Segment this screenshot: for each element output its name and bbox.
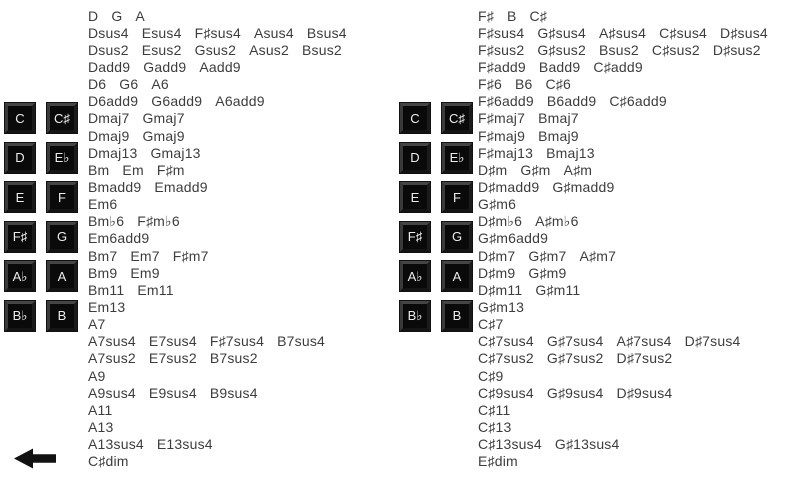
chord-label: D♯7sus2 [616, 350, 673, 367]
chord-label: D [88, 7, 99, 24]
note-button-a-flat[interactable]: A♭ [400, 261, 430, 291]
chord-line [478, 453, 768, 470]
chord-line [88, 230, 347, 247]
chord-label: Bsus2 [302, 41, 342, 58]
chord-label: D♯madd9 [478, 178, 540, 195]
chord-label: A [135, 7, 145, 24]
chord-line [88, 213, 347, 230]
chord-line [478, 298, 768, 315]
chord-label: Bmaj9 [538, 127, 579, 144]
chord-label: Dmaj9 [88, 127, 130, 144]
chord-line [88, 41, 347, 58]
chord-label: Bm [88, 161, 110, 178]
chord-label: A9sus4 [88, 384, 136, 401]
chord-label: Em11 [137, 281, 174, 298]
note-button-b[interactable]: B [442, 301, 472, 331]
note-button-d[interactable]: D [400, 143, 430, 173]
chord-line [88, 196, 347, 213]
chord-label: F♯sus4 [194, 24, 241, 41]
chord-line [478, 196, 768, 213]
chord-line [478, 367, 768, 384]
chord-line [88, 110, 347, 127]
chord-label: Emadd9 [154, 178, 208, 195]
chord-label: Em7 [130, 247, 160, 264]
chord-label: Gadd9 [143, 58, 187, 75]
chord-label: C♯sus2 [651, 41, 700, 58]
chord-line [478, 110, 768, 127]
chord-label: F♯6add9 [478, 93, 534, 110]
chord-label: Dmaj13 [88, 144, 138, 161]
chord-label: G♯m6 [478, 196, 517, 213]
chord-label: Esus4 [141, 24, 182, 41]
chord-label: A♯sus4 [599, 24, 647, 41]
chord-label: Dadd9 [88, 58, 131, 75]
note-button-c[interactable]: C [400, 103, 430, 133]
chord-line [88, 178, 347, 195]
chord-line [88, 453, 347, 470]
chord-label: B [506, 7, 517, 24]
chord-label: Bmadd9 [88, 178, 142, 195]
chord-label: E7sus4 [148, 333, 197, 350]
chord-label: Em6 [88, 196, 118, 213]
note-button-e[interactable]: E [400, 182, 430, 212]
chord-label: C♯6add9 [609, 93, 667, 110]
chord-label: F♯m♭6 [137, 212, 180, 229]
chord-line [88, 281, 347, 298]
chord-line [88, 418, 347, 435]
chord-label: Dsus4 [88, 24, 129, 41]
chord-label: A7sus4 [88, 333, 136, 350]
chord-line [478, 144, 768, 161]
chord-label: D6 [88, 76, 107, 93]
note-button-d[interactable]: D [5, 143, 35, 173]
chord-label: D♯m♭6 [478, 212, 523, 229]
chord-label: F♯m7 [172, 247, 209, 264]
chord-label: F♯m [156, 161, 185, 178]
chord-label: F♯7sus4 [209, 333, 265, 350]
chord-label: Badd9 [538, 58, 581, 75]
note-button-e[interactable]: E [5, 182, 35, 212]
chord-list-right [478, 7, 768, 470]
chord-line [478, 264, 768, 281]
chord-label: G♯m7 [528, 247, 567, 264]
chord-line [88, 161, 347, 178]
chord-label: Em9 [130, 264, 160, 281]
chord-line [478, 350, 768, 367]
chord-line [88, 384, 347, 401]
chord-label: D♯m [478, 161, 508, 178]
chord-label: B7sus4 [277, 333, 326, 350]
chord-label: C♯6 [545, 76, 571, 93]
chord-line [88, 7, 347, 24]
chord-label: Dsus2 [88, 41, 129, 58]
chord-label: A6 [151, 76, 169, 93]
chord-label: F♯maj7 [478, 110, 526, 127]
chord-line [478, 161, 768, 178]
chord-line [88, 93, 347, 110]
chord-label: Em13 [88, 298, 126, 315]
chord-label: D♯sus2 [712, 41, 761, 58]
chord-label: G♯sus2 [537, 41, 586, 58]
note-button-f-sharp[interactable]: F♯ [5, 222, 35, 252]
chord-label: G♯sus4 [537, 24, 586, 41]
chord-label: A6add9 [215, 93, 265, 110]
chord-label: A♯7sus4 [616, 333, 672, 350]
chord-line [88, 401, 347, 418]
chord-label: G♯m11 [535, 281, 581, 298]
chord-line [478, 384, 768, 401]
chord-label: G♯9sus4 [546, 384, 604, 401]
chord-line [478, 178, 768, 195]
chord-label: G [111, 7, 123, 24]
chord-label: F♯sus2 [478, 41, 525, 58]
chord-label: G♯m9 [528, 264, 567, 281]
chord-label: G6 [119, 76, 139, 93]
chord-label: G♯madd9 [552, 178, 615, 195]
chord-label: Bm7 [88, 247, 118, 264]
chord-label: A11 [88, 401, 113, 418]
chord-line [88, 144, 347, 161]
chord-list-left [88, 7, 347, 470]
chord-label: G♯m [520, 161, 551, 178]
chord-label: Bmaj13 [546, 144, 595, 161]
chord-label: D♯9sus4 [616, 384, 673, 401]
chord-label: C♯7sus2 [478, 350, 534, 367]
chord-line [88, 58, 347, 75]
chord-label: G♯7sus4 [546, 333, 604, 350]
chord-label: E♯dim [478, 453, 518, 470]
chord-line [478, 24, 768, 41]
chord-label: Bm♭6 [88, 212, 125, 229]
chord-line [478, 401, 768, 418]
chord-line [478, 316, 768, 333]
note-button-g[interactable]: G [442, 222, 472, 252]
chord-label: G♯13sus4 [554, 436, 620, 453]
chord-line [478, 41, 768, 58]
chord-label: E7sus2 [148, 350, 197, 367]
chord-label: F♯maj9 [478, 127, 526, 144]
chord-line [478, 247, 768, 264]
chord-line [478, 213, 768, 230]
note-button-c[interactable]: C [5, 103, 35, 133]
chord-label: F♯sus4 [478, 24, 525, 41]
chord-label: G6add9 [151, 93, 203, 110]
chord-label: G♯m6add9 [478, 230, 549, 247]
chord-label: E9sus4 [148, 384, 197, 401]
chord-label: C♯sus4 [659, 24, 708, 41]
chord-label: C♯add9 [593, 58, 643, 75]
chord-line [478, 93, 768, 110]
chord-line [478, 436, 768, 453]
note-button-c-sharp[interactable]: C♯ [47, 103, 77, 133]
note-button-f[interactable]: F [47, 182, 77, 212]
chord-line [88, 350, 347, 367]
left-arrow-icon [14, 448, 56, 469]
chord-label: A7 [88, 316, 106, 333]
chord-label: Esus2 [141, 41, 182, 58]
chord-label: Gsus2 [194, 41, 237, 58]
chord-line [478, 7, 768, 24]
chord-label: G♯m13 [478, 298, 525, 315]
chord-label: A13 [88, 418, 114, 435]
chord-label: F♯maj13 [478, 144, 534, 161]
chord-label: F♯ [478, 7, 494, 24]
note-button-f[interactable]: F [442, 182, 472, 212]
chord-label: Em6add9 [88, 230, 150, 247]
note-button-b[interactable]: B [47, 301, 77, 331]
chord-label: F♯6 [478, 76, 502, 93]
chord-label: Gmaj9 [142, 127, 185, 144]
chord-label: G♯7sus2 [546, 350, 604, 367]
chord-label: A7sus2 [88, 350, 136, 367]
chord-line [478, 333, 768, 350]
chord-line [88, 333, 347, 350]
note-button-grid-right [400, 103, 472, 331]
chord-label: Gmaj7 [142, 110, 185, 127]
chord-label: E13sus4 [156, 436, 213, 453]
note-button-a-flat[interactable]: A♭ [5, 261, 35, 291]
chord-line [88, 436, 347, 453]
chord-label: Em [122, 161, 144, 178]
chord-label: C♯13sus4 [478, 436, 542, 453]
chord-label: A♯m [563, 161, 593, 178]
chord-line [88, 127, 347, 144]
note-button-a[interactable]: A [442, 261, 472, 291]
chord-label: A♯m♭6 [535, 212, 579, 229]
chord-label: B7sus2 [209, 350, 258, 367]
note-button-e-flat[interactable]: E♭ [442, 143, 472, 173]
chord-label: Dmaj7 [88, 110, 130, 127]
chord-label: C♯13 [478, 418, 512, 435]
chord-label: D♯m9 [478, 264, 516, 281]
note-button-a[interactable]: A [47, 261, 77, 291]
note-button-b-flat[interactable]: B♭ [5, 301, 35, 331]
chord-label: Asus4 [253, 24, 294, 41]
chord-line [88, 298, 347, 315]
note-button-g[interactable]: G [47, 222, 77, 252]
chord-label: A13sus4 [88, 436, 144, 453]
chord-label: Aadd9 [199, 58, 241, 75]
note-button-e-flat[interactable]: E♭ [47, 143, 77, 173]
chord-label: C♯dim [88, 453, 129, 470]
chord-label: Bm11 [88, 281, 125, 298]
chord-line [478, 127, 768, 144]
chord-label: Bsus2 [599, 41, 639, 58]
chord-label: C♯11 [478, 401, 511, 418]
chord-line [88, 247, 347, 264]
chord-label: Gmaj13 [150, 144, 201, 161]
chord-line [88, 24, 347, 41]
chord-label: C♯7 [478, 316, 504, 333]
chord-line [478, 230, 768, 247]
chord-label: D6add9 [88, 93, 139, 110]
chord-line [88, 76, 347, 93]
chord-label: D♯m11 [478, 281, 523, 298]
chord-label: C♯9 [478, 367, 504, 384]
chord-line [478, 418, 768, 435]
chord-line [88, 367, 347, 384]
note-button-b-flat[interactable]: B♭ [400, 301, 430, 331]
note-button-c-sharp[interactable]: C♯ [442, 103, 472, 133]
chord-label: C♯ [529, 7, 548, 24]
chord-label: D♯m7 [478, 247, 516, 264]
chord-line [88, 316, 347, 333]
chord-label: F♯add9 [478, 58, 526, 75]
chord-label: B6add9 [546, 93, 597, 110]
chord-label: Bmaj7 [538, 110, 579, 127]
chord-line [478, 76, 768, 93]
chord-line [478, 58, 768, 75]
chord-label: B9sus4 [209, 384, 258, 401]
chord-line [478, 281, 768, 298]
chord-label: A♯m7 [579, 247, 617, 264]
chord-label: D♯sus4 [720, 24, 768, 41]
chord-label: C♯7sus4 [478, 333, 534, 350]
chord-label: A9 [88, 367, 106, 384]
note-button-grid-left [5, 103, 77, 331]
chord-label: C♯9sus4 [478, 384, 534, 401]
chord-label: B6 [514, 76, 533, 93]
chord-label: D♯7sus4 [684, 333, 741, 350]
note-button-f-sharp[interactable]: F♯ [400, 222, 430, 252]
chord-label: Asus2 [249, 41, 289, 58]
back-button[interactable] [14, 448, 56, 469]
chord-label: Bm9 [88, 264, 118, 281]
chord-line [88, 264, 347, 281]
chord-label: Bsus4 [306, 24, 347, 41]
